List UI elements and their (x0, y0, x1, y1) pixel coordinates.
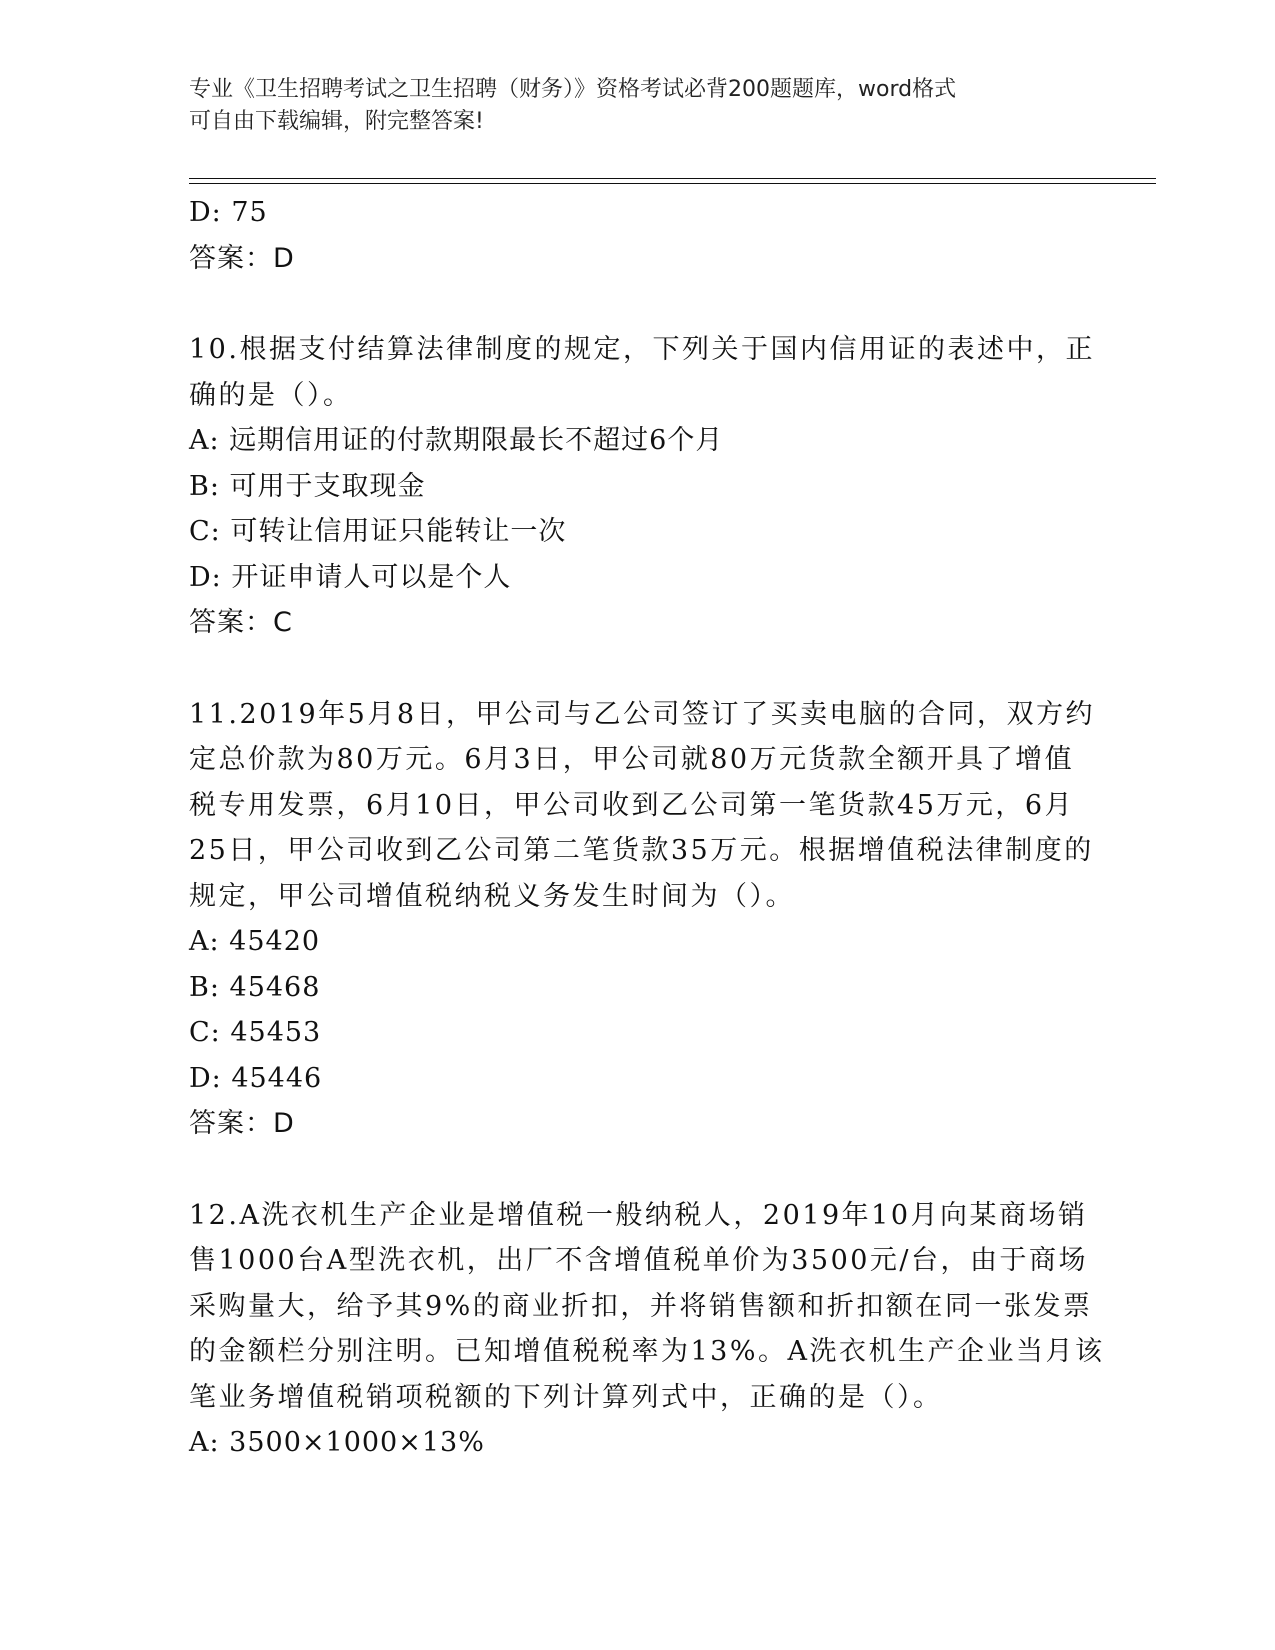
question-text (189, 692, 1096, 920)
question-line: 税专用发票，6月10日，甲公司收到乙公司第一笔货款45万元，6月 (189, 789, 1075, 821)
question-line: 定总价款为80万元。6月3日，甲公司就80万元货款全额开具了增值 (189, 744, 1075, 775)
question-line: 规定，甲公司增值税纳税义务发生时间为（）。 (189, 880, 795, 912)
option-d: D: 45446 (189, 1062, 323, 1094)
option-c: C: 45453 (189, 1017, 322, 1048)
header-divider-top (189, 178, 1156, 179)
answer-label: 答案：D (189, 242, 295, 274)
answer-label: 答案：D (189, 1108, 295, 1139)
option-a: A: 远期信用证的付款期限最长不超过6个月 (189, 425, 724, 456)
option-a: A: 3500×1000×13% (189, 1427, 485, 1458)
spacer (189, 1147, 1089, 1193)
option-c: C: 可转让信用证只能转让一次 (189, 516, 567, 547)
page-header (189, 74, 1069, 138)
spacer (189, 646, 1089, 692)
question-12 (189, 1193, 1105, 1466)
question-line: 采购量大，给予其9%的商业折扣，并将销售额和折扣额在同一张发票 (189, 1290, 1093, 1322)
option-b: B: 可用于支取现金 (189, 470, 426, 502)
question-line: 笔业务增值税销项税额的下列计算列式中，正确的是（）。 (189, 1381, 943, 1413)
answer-label: 答案：C (189, 607, 293, 638)
question-text (189, 1193, 1105, 1421)
option-a: A: 45420 (189, 926, 321, 957)
question-line: 的金额栏分别注明。已知增值税税率为13%。A洗衣机生产企业当月该 (189, 1336, 1105, 1367)
question-line: 售1000台A型洗衣机，出厂不含增值税单价为3500元/台，由于商场 (189, 1245, 1089, 1276)
question-line: 12.A洗衣机生产企业是增值税一般纳税人，2019年10月向某商场销 (189, 1199, 1088, 1231)
question-line: 确的是（）。 (189, 379, 353, 411)
question-line: 11.2019年5月8日，甲公司与乙公司签订了买卖电脑的合同，双方约 (189, 698, 1096, 730)
spacer (189, 281, 1089, 327)
question-line: 10.根据支付结算法律制度的规定，下列关于国内信用证的表述中，正 (189, 334, 1095, 365)
option-d: D: 开证申请人可以是个人 (189, 561, 512, 593)
header-divider-bottom (189, 183, 1156, 184)
question-10 (189, 327, 1095, 646)
document-body (189, 190, 1105, 1466)
option-d: D: 75 (189, 197, 268, 228)
question-line: 25日，甲公司收到乙公司第二笔货款35万元。根据增值税法律制度的 (189, 835, 1094, 866)
header-title-line-1: 专业《卫生招聘考试之卫生招聘（财务）》资格考试必背200题题库，word格式 (189, 77, 957, 102)
question-text (189, 327, 1095, 418)
option-b: B: 45468 (189, 971, 321, 1003)
question-11 (189, 692, 1096, 1147)
header-title-line-2: 可自由下载编辑，附完整答案! (189, 109, 484, 134)
